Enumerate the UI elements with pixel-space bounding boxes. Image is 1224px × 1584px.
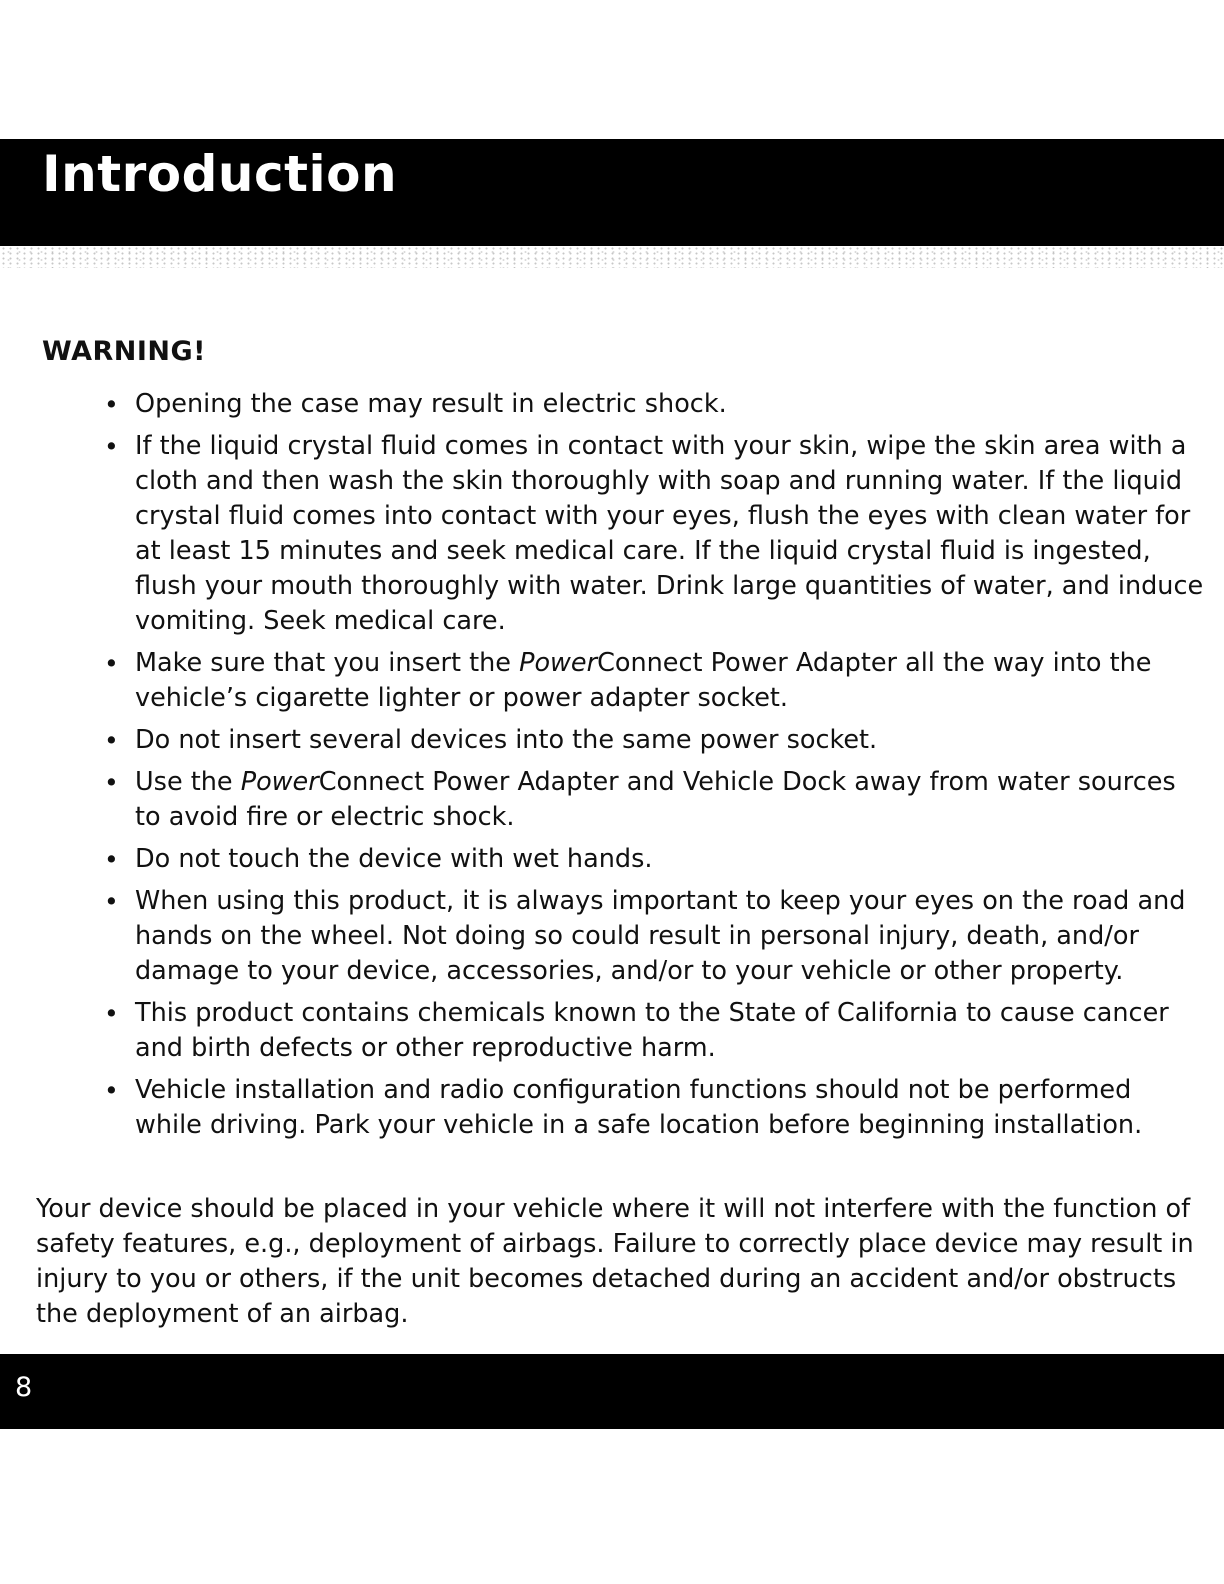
placement-paragraph: Your device should be placed in your vehicle where it will not interfere with the function of safety features, e.g., deployment of airbags. Failure to correctly place device may result in injury to you or others, if the unit becomes detached during an accident and/or obstructs the deployment of an airbag. — [36, 1194, 1194, 1329]
warning-heading: WARNING! — [42, 336, 206, 367]
bullet-icon: • — [104, 649, 119, 678]
bullet-icon: • — [104, 726, 119, 755]
warning-item-6 — [104, 842, 1204, 877]
footer-bar — [0, 1354, 1224, 1429]
warning-item-text: When using this product, it is always important to keep your eyes on the road and hands on the wheel. Not doing so could result in personal injury, death, and/or damage to your device, accessories, and/or to your vehicle or other property. — [135, 886, 1186, 986]
warning-item-4 — [104, 723, 1204, 758]
warning-item-text-rest: Connect Power Adapter and Vehicle Dock away from water sources to avoid fire or electric shock. — [135, 767, 1176, 832]
bullet-icon: • — [104, 432, 119, 461]
warning-item-8 — [104, 996, 1204, 1066]
warning-item-1 — [104, 387, 1204, 422]
warning-item-9 — [104, 1073, 1204, 1143]
warning-item-text: This product contains chemicals known to the State of California to cause cancer and birth defects or other reproductive harm. — [135, 998, 1169, 1063]
warning-item-5 — [104, 765, 1204, 835]
bullet-icon: • — [104, 1076, 119, 1105]
scan-noise-strip — [0, 246, 1224, 268]
bullet-icon: • — [104, 390, 119, 419]
warning-item-text: Make sure that you insert the — [135, 648, 520, 678]
page-number: 8 — [15, 1372, 33, 1403]
warning-item-text: Do not touch the device with wet hands. — [135, 844, 653, 874]
warning-item-2 — [104, 429, 1204, 639]
warning-item-text: Opening the case may result in electric shock. — [135, 389, 727, 419]
warning-item-text: Do not insert several devices into the same power socket. — [135, 725, 878, 755]
bullet-icon: • — [104, 845, 119, 874]
warning-item-emphasis: Power — [240, 767, 319, 797]
warning-item-text: If the liquid crystal fluid comes in contact with your skin, wipe the skin area with a cloth and then wash the skin thoroughly with soap and running water. If the liquid crystal fluid comes into contact with your eyes, flush the eyes with clean water for at least 15 minutes and seek medical care. If the liquid crystal fluid is ingested, flush your mouth thoroughly with water. Drink large quantities of water, and induce vomiting. Seek medical care. — [135, 431, 1204, 636]
bullet-icon: • — [104, 768, 119, 797]
page-title: Introduction — [42, 145, 398, 203]
bullet-icon: • — [104, 999, 119, 1028]
warning-item-emphasis: Power — [519, 648, 598, 678]
warning-item-text: Vehicle installation and radio configuration functions should not be performed while driving. Park your vehicle in a safe location before beginning installation. — [135, 1075, 1143, 1140]
warning-item-text: Use the — [135, 767, 241, 797]
warning-list — [104, 387, 1204, 1150]
bullet-icon: • — [104, 887, 119, 916]
warning-item-3 — [104, 646, 1204, 716]
warning-item-text-rest: Connect Power Adapter all the way into the vehicle’s cigarette lighter or power adapter socket. — [135, 648, 1152, 713]
warning-item-7 — [104, 884, 1204, 989]
